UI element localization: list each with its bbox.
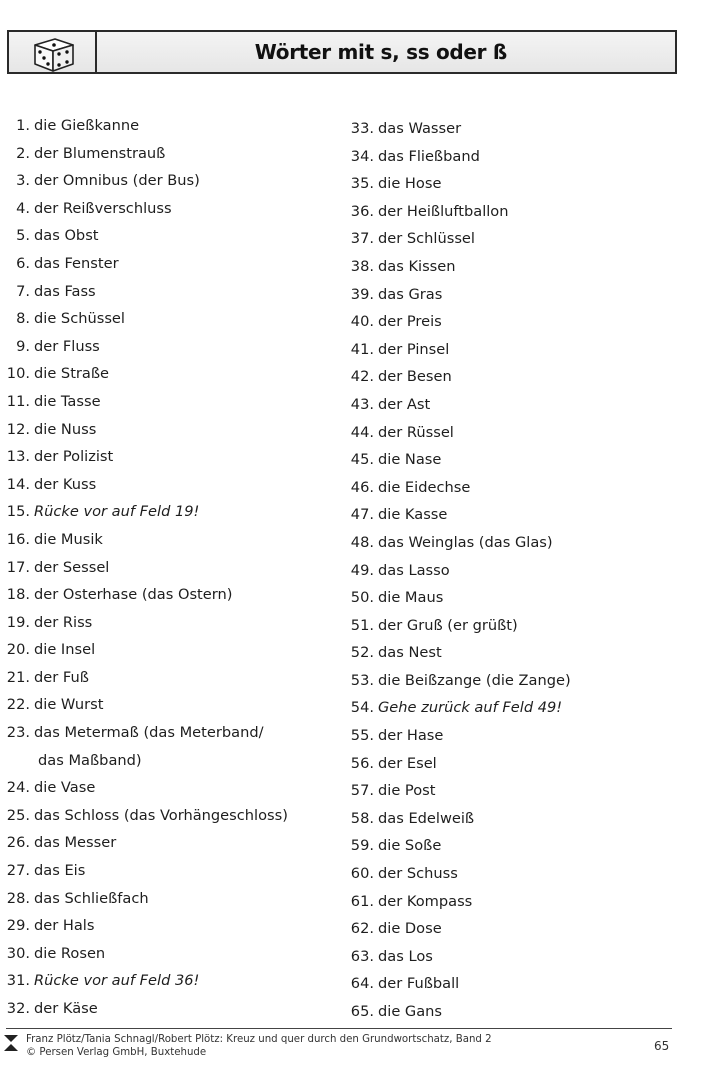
persen-logo [2, 1031, 22, 1055]
item-number: 31. [6, 972, 30, 990]
item-word: das Weinglas (das Glas) [378, 533, 553, 551]
item-number: 6. [16, 254, 30, 272]
list-item [349, 281, 571, 309]
item-number: 20. [6, 641, 30, 659]
list-item [4, 526, 288, 554]
item-word: die Maus [378, 589, 444, 607]
item-word: das Nest [378, 644, 442, 662]
item-number: 25. [6, 806, 30, 824]
item-number: 27. [6, 862, 30, 880]
list-item [4, 857, 288, 885]
item-number: 9. [16, 337, 30, 355]
item-word: das Fenster [34, 254, 119, 272]
list-item [4, 609, 288, 637]
list-item [349, 750, 571, 778]
item-word: der Fuß [34, 668, 89, 686]
item-number: 7. [16, 282, 30, 300]
item-word: das Obst [34, 227, 99, 245]
item-word: der Rüssel [378, 423, 454, 441]
item-word: die Kasse [378, 506, 448, 524]
list-item [4, 912, 288, 940]
item-word: das Gras [378, 285, 443, 303]
list-item [349, 253, 571, 281]
item-number: 41. [350, 340, 374, 358]
list-item [349, 419, 571, 447]
item-word: der Riss [34, 613, 93, 631]
list-item [4, 885, 288, 913]
item-word: die Nase [378, 451, 442, 469]
list-item [349, 722, 571, 750]
item-word: Rücke vor auf Feld 36! [34, 972, 200, 990]
dice-box [9, 32, 97, 72]
item-word: der Käse [34, 1000, 98, 1017]
item-word: das Los [378, 947, 433, 965]
item-number: 39. [350, 285, 374, 303]
list-item [349, 639, 571, 667]
item-word: die Eidechse [378, 478, 471, 496]
list-item [349, 832, 571, 860]
list-item [349, 888, 571, 916]
list-item [4, 222, 288, 250]
item-word: der Omnibus (der Bus) [34, 172, 200, 190]
list-item [4, 112, 288, 140]
item-number: 46. [350, 478, 374, 496]
item-word: der Hase [378, 727, 444, 745]
footer-authors: Franz Plötz/Tania Schnagl/Robert Plötz: Kreuz und quer durch den Grundwortschatz, Band 2 [26, 1034, 492, 1045]
list-item [349, 198, 571, 226]
list-item [349, 998, 571, 1026]
item-number: 47. [350, 506, 374, 524]
item-word: der Ast [378, 395, 431, 413]
list-item [349, 115, 571, 143]
list-item [349, 667, 571, 695]
list-item [349, 970, 571, 998]
item-number: 11. [6, 392, 30, 410]
item-number: 17. [6, 558, 30, 576]
item-word: der Fluss [34, 337, 100, 355]
list-item [4, 278, 288, 306]
item-word: das Lasso [378, 561, 450, 579]
item-word: das Fass [34, 282, 96, 300]
list-item [349, 363, 571, 391]
list-item [4, 333, 288, 361]
item-number: 1. [16, 117, 30, 134]
list-item [349, 777, 571, 805]
item-number: 26. [6, 834, 30, 852]
list-item [349, 805, 571, 833]
item-word: der Osterhase (das Ostern) [34, 586, 233, 604]
item-word: die Straße [34, 365, 110, 383]
item-word: die Gießkanne [34, 117, 140, 134]
item-word: die Beißzange (die Zange) [378, 671, 571, 689]
item-word: der Esel [378, 754, 437, 772]
item-number: 58. [350, 809, 374, 827]
item-word: die Wurst [34, 696, 104, 714]
list-item [349, 225, 571, 253]
list-item [349, 943, 571, 971]
item-number: 19. [6, 613, 30, 631]
list-item [4, 581, 288, 609]
item-word: der Kompass [378, 892, 473, 910]
title-bar [7, 30, 677, 74]
list-item [4, 636, 288, 664]
list-item [349, 143, 571, 171]
list-item [4, 360, 288, 388]
item-number: 23. [6, 724, 30, 742]
list-item [4, 691, 288, 719]
item-word: das Wasser [378, 120, 462, 137]
item-word: der Schuss [378, 865, 458, 883]
item-word: der Reißverschluss [34, 199, 172, 217]
item-number: 61. [350, 892, 374, 910]
footer-divider [6, 1028, 672, 1029]
item-number: 15. [6, 503, 30, 521]
item-number: 13. [6, 448, 30, 466]
list-item [4, 940, 288, 968]
item-number: 63. [350, 947, 374, 965]
list-item [349, 584, 571, 612]
list-item [4, 498, 288, 526]
word-list-left [4, 112, 288, 1023]
item-word: die Musik [34, 530, 103, 548]
list-item [4, 305, 288, 333]
list-item [349, 474, 571, 502]
item-word: der Sessel [34, 558, 110, 576]
word-list-right [349, 115, 571, 1026]
item-number: 56. [350, 754, 374, 772]
list-item [4, 167, 288, 195]
item-word: die Insel [34, 641, 96, 659]
item-number: 62. [350, 920, 374, 938]
list-item [349, 557, 571, 585]
item-number: 30. [6, 944, 30, 962]
item-word: der Gruß (er grüßt) [378, 616, 518, 634]
item-number: 2. [16, 144, 30, 162]
list-item [349, 694, 571, 722]
list-item [4, 471, 288, 499]
item-word: der Heißluftballon [378, 202, 509, 220]
list-item [349, 529, 571, 557]
footer-credits [26, 1034, 492, 1059]
item-word: die Nuss [34, 420, 97, 438]
item-word: der Hals [34, 917, 95, 935]
item-word: der Schlüssel [378, 230, 475, 248]
item-number: 52. [350, 644, 374, 662]
item-number: 12. [6, 420, 30, 438]
item-number: 36. [350, 202, 374, 220]
item-word: die Rosen [34, 944, 106, 962]
item-word: das Edelweiß [378, 809, 475, 827]
item-number: 50. [350, 589, 374, 607]
item-word: die Dose [378, 920, 442, 938]
item-number: 21. [6, 668, 30, 686]
list-item [349, 391, 571, 419]
item-word: der Polizist [34, 448, 114, 466]
item-number: 35. [350, 175, 374, 193]
item-number: 22. [6, 696, 30, 714]
footer-publisher: © Persen Verlag GmbH, Buxtehude [26, 1046, 207, 1058]
list-item [4, 829, 288, 857]
item-word: das Schloss (das Vorhängeschloss) [34, 806, 288, 824]
item-number: 14. [6, 475, 30, 493]
item-word: Gehe zurück auf Feld 49! [378, 699, 563, 717]
list-item [4, 719, 288, 747]
page-title: Wörter mit s, ss oder ß [254, 40, 507, 64]
item-number: 65. [350, 1003, 374, 1020]
item-number: 16. [6, 530, 30, 548]
item-number: 42. [350, 368, 374, 386]
item-number: 38. [350, 257, 374, 275]
item-number: 60. [350, 865, 374, 883]
list-item [4, 802, 288, 830]
item-number: 44. [350, 423, 374, 441]
item-word: Rücke vor auf Feld 19! [34, 503, 200, 521]
item-word: die Vase [34, 779, 96, 797]
item-word: der Pinsel [378, 340, 450, 358]
item-number: 59. [350, 837, 374, 855]
dice-icon [29, 33, 79, 73]
item-word: das Maßband) [38, 751, 142, 769]
list-item [349, 336, 571, 364]
list-item [4, 774, 288, 802]
item-number: 3. [16, 172, 30, 190]
list-item [4, 416, 288, 444]
list-item [4, 967, 288, 995]
item-word: der Kuss [34, 475, 97, 493]
item-number: 49. [350, 561, 374, 579]
list-item [349, 501, 571, 529]
item-word: die Post [378, 782, 436, 800]
list-item [349, 612, 571, 640]
item-number: 28. [6, 889, 30, 907]
page-number: 65 [654, 1039, 670, 1053]
item-word: die Schüssel [34, 310, 125, 328]
item-number: 8. [16, 310, 30, 328]
item-number: 48. [350, 533, 374, 551]
item-word: die Gans [378, 1003, 443, 1020]
item-number: 45. [350, 451, 374, 469]
list-item [4, 664, 288, 692]
list-item [4, 195, 288, 223]
list-item [4, 995, 288, 1023]
list-item [4, 554, 288, 582]
item-number: 40. [350, 313, 374, 331]
item-number: 32. [6, 1000, 30, 1017]
item-number: 24. [6, 779, 30, 797]
list-item [4, 250, 288, 278]
item-number: 18. [6, 586, 30, 604]
item-number: 37. [350, 230, 374, 248]
item-word: das Metermaß (das Meterband/ [34, 724, 264, 742]
item-word: der Fußball [378, 975, 460, 993]
list-item [349, 446, 571, 474]
item-number: 43. [350, 395, 374, 413]
list-item [349, 915, 571, 943]
item-number: 5. [16, 227, 30, 245]
list-item [4, 443, 288, 471]
item-word: die Soße [378, 837, 442, 855]
item-number: 53. [350, 671, 374, 689]
list-item [349, 170, 571, 198]
item-number: 29. [6, 917, 30, 935]
item-word: die Tasse [34, 392, 101, 410]
item-number: 54. [350, 699, 374, 717]
item-word: das Messer [34, 834, 117, 852]
item-word: der Blumenstrauß [34, 144, 166, 162]
list-item [4, 388, 288, 416]
list-item [4, 747, 288, 775]
item-number: 55. [350, 727, 374, 745]
item-number: 34. [350, 147, 374, 165]
list-item [4, 140, 288, 168]
item-number: 57. [350, 782, 374, 800]
item-number: 33. [350, 120, 374, 137]
item-word: die Hose [378, 175, 442, 193]
item-word: der Preis [378, 313, 442, 331]
item-number: 10. [6, 365, 30, 383]
list-item [349, 308, 571, 336]
item-word: das Eis [34, 862, 86, 880]
item-word: das Fließband [378, 147, 480, 165]
item-word: das Kissen [378, 257, 456, 275]
item-number: 64. [350, 975, 374, 993]
list-item [349, 860, 571, 888]
item-word: der Besen [378, 368, 452, 386]
item-word: das Schließfach [34, 889, 149, 907]
item-number: 51. [350, 616, 374, 634]
item-number: 4. [16, 199, 30, 217]
